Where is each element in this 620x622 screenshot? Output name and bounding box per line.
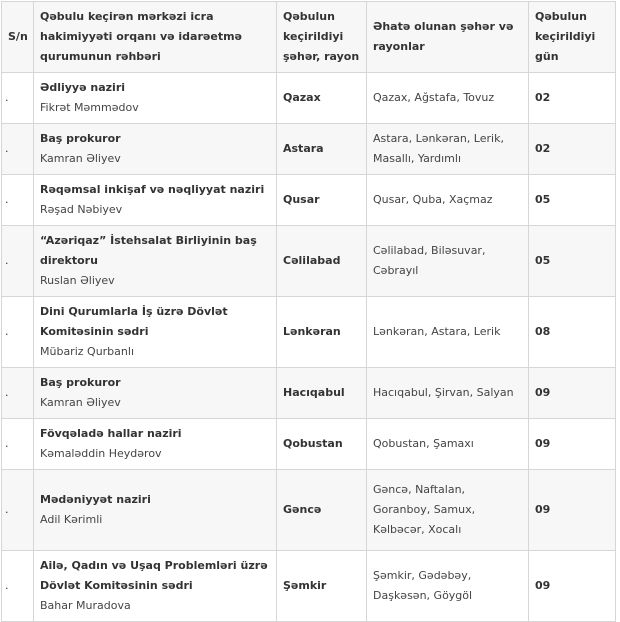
header-sn: S/n: [2, 2, 34, 73]
official-title: Dini Qurumlarla İş üzrə Dövlət Komitəsinin sədri: [40, 305, 228, 338]
official-title: Rəqəmsal inkişaf və nəqliyyat naziri: [40, 183, 265, 196]
row-areas: Hacıqabul, Şirvan, Salyan: [367, 368, 529, 419]
row-areas: Qusar, Quba, Xaçmaz: [367, 175, 529, 226]
row-sn: .: [2, 551, 34, 622]
row-official: [34, 419, 277, 470]
row-official: [34, 226, 277, 297]
official-name: Kamran Əliyev: [40, 396, 121, 409]
official-name: Mübariz Qurbanlı: [40, 345, 134, 358]
row-sn: .: [2, 73, 34, 124]
official-name: Adil Kərimli: [40, 513, 103, 526]
row-sn: .: [2, 419, 34, 470]
row-sn: .: [2, 297, 34, 368]
official-title: Fövqəladə hallar naziri: [40, 427, 182, 440]
row-official: [34, 368, 277, 419]
row-areas: Astara, Lənkəran, Lerik, Masallı, Yardımlı: [367, 124, 529, 175]
official-title: Baş prokuror: [40, 376, 121, 389]
row-city: Şəmkir: [277, 551, 367, 622]
row-city: Astara: [277, 124, 367, 175]
table-row: [2, 175, 616, 226]
row-official: [34, 470, 277, 551]
header-official: Qəbulu keçirən mərkəzi icra hakimiyyəti orqanı və idarəetmə qurumunun rəhbəri: [34, 2, 277, 73]
row-day: 09: [529, 551, 616, 622]
header-day: Qəbulun keçirildiyi gün: [529, 2, 616, 73]
row-areas: Cəlilabad, Biləsuvar, Cəbrayıl: [367, 226, 529, 297]
row-official: [34, 73, 277, 124]
row-areas: Şəmkir, Gədəbəy, Daşkəsən, Göygöl: [367, 551, 529, 622]
official-name: Fikrət Məmmədov: [40, 101, 139, 114]
row-city: Cəlilabad: [277, 226, 367, 297]
row-areas: Gəncə, Naftalan, Goranboy, Samux, Kəlbəcər, Xocalı: [367, 470, 529, 551]
official-name: Kəmaləddin Heydərov: [40, 447, 162, 460]
official-name: Kamran Əliyev: [40, 152, 121, 165]
row-sn: .: [2, 175, 34, 226]
row-day: 09: [529, 368, 616, 419]
row-areas: Qazax, Ağstafa, Tovuz: [367, 73, 529, 124]
row-city: Qobustan: [277, 419, 367, 470]
row-city: Gəncə: [277, 470, 367, 551]
official-title: Ədliyyə naziri: [40, 81, 126, 94]
row-city: Qusar: [277, 175, 367, 226]
row-day: 05: [529, 175, 616, 226]
row-sn: .: [2, 368, 34, 419]
row-areas: Lənkəran, Astara, Lerik: [367, 297, 529, 368]
row-sn: .: [2, 470, 34, 551]
official-title: Baş prokuror: [40, 132, 121, 145]
row-city: Qazax: [277, 73, 367, 124]
table-row: [2, 124, 616, 175]
row-official: [34, 297, 277, 368]
header-city: Qəbulun keçirildiyi şəhər, rayon: [277, 2, 367, 73]
table-row: [2, 470, 616, 551]
row-city: Lənkəran: [277, 297, 367, 368]
official-name: Bahar Muradova: [40, 599, 131, 612]
table-header-row: [2, 2, 616, 73]
row-sn: .: [2, 124, 34, 175]
row-official: [34, 124, 277, 175]
table-row: [2, 368, 616, 419]
row-official: [34, 551, 277, 622]
table-row: [2, 73, 616, 124]
table-row: [2, 297, 616, 368]
row-day: 08: [529, 297, 616, 368]
row-day: 02: [529, 73, 616, 124]
official-title: Ailə, Qadın və Uşaq Problemləri üzrə Dövlət Komitəsinin sədri: [40, 559, 268, 592]
header-areas: Əhatə olunan şəhər və rayonlar: [367, 2, 529, 73]
table-row: [2, 419, 616, 470]
row-day: 02: [529, 124, 616, 175]
official-name: Ruslan Əliyev: [40, 274, 115, 287]
row-day: 05: [529, 226, 616, 297]
table-row: [2, 551, 616, 622]
row-day: 09: [529, 470, 616, 551]
row-areas: Qobustan, Şamaxı: [367, 419, 529, 470]
reception-schedule-table: [1, 1, 616, 622]
row-city: Hacıqabul: [277, 368, 367, 419]
official-title: Mədəniyyət naziri: [40, 493, 151, 506]
official-name: Rəşad Nəbiyev: [40, 203, 123, 216]
row-sn: .: [2, 226, 34, 297]
official-title: “Azəriqaz” İstehsalat Birliyinin baş direktoru: [40, 234, 257, 267]
table-row: [2, 226, 616, 297]
row-day: 09: [529, 419, 616, 470]
row-official: [34, 175, 277, 226]
